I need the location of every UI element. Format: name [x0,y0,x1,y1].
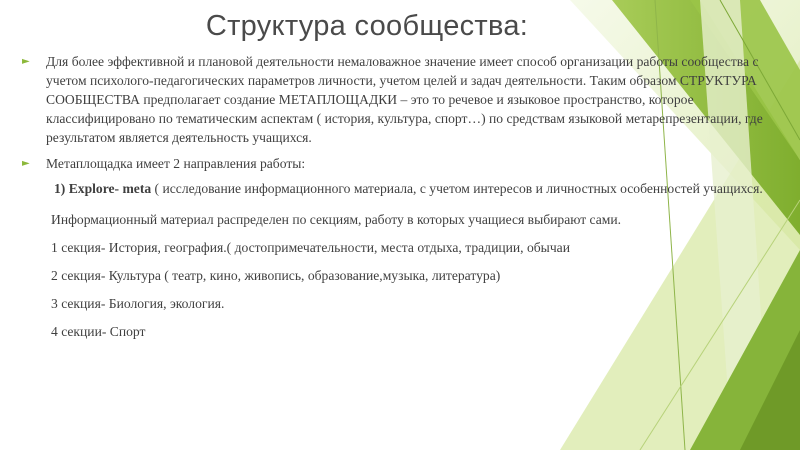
slide-content [22,52,782,350]
section-item: 3 секция- Биология, экология. [51,296,225,311]
section-item: 4 секции- Спорт [51,324,146,339]
paragraph-2-text: Метаплощадка имеет 2 направления работы: [46,156,306,171]
explore-meta-item [22,179,782,198]
explore-meta-text: ( исследование информационного материала, с учетом интересов и личностных особенностей учащихся. [151,181,763,196]
paragraph-1-text: Для более эффективной и плановой деятельности немаловажное значение имеет способ организации работы сообщества с учетом психолого-педагогических параметров личности, учетом целей и задач деятельности. Таким образом СТРУКТУРА СООБЩЕСТВА предполагает создание МЕТАПЛОЩАДКИ – это то речевое и языковое пространство, которое классифицировано по тематическим аспектам ( история, культура, спорт…) по средствам языковой метарепрезентации, где результатом является деятельность учащихся. [46,54,763,145]
explore-meta-label: 1) Explore- meta [54,181,152,196]
page-title: Структура сообщества: [205,10,529,42]
bullet-paragraph-2 [22,154,782,173]
section-item: 1 секция- История, география.( достопримечательности, места отдыха, традиции, обычаи [51,240,570,255]
section-item: 2 секция- Культура ( театр, кино, живопись, образование,музыка, литература) [51,268,501,283]
arrow-bullet-icon: ► [22,158,30,169]
arrow-bullet-icon: ► [22,56,30,67]
bullet-paragraph-1 [22,52,782,147]
info-line: Информационный материал распределен по секциям, работу в которых учащиеся выбирают сами. [51,212,622,227]
